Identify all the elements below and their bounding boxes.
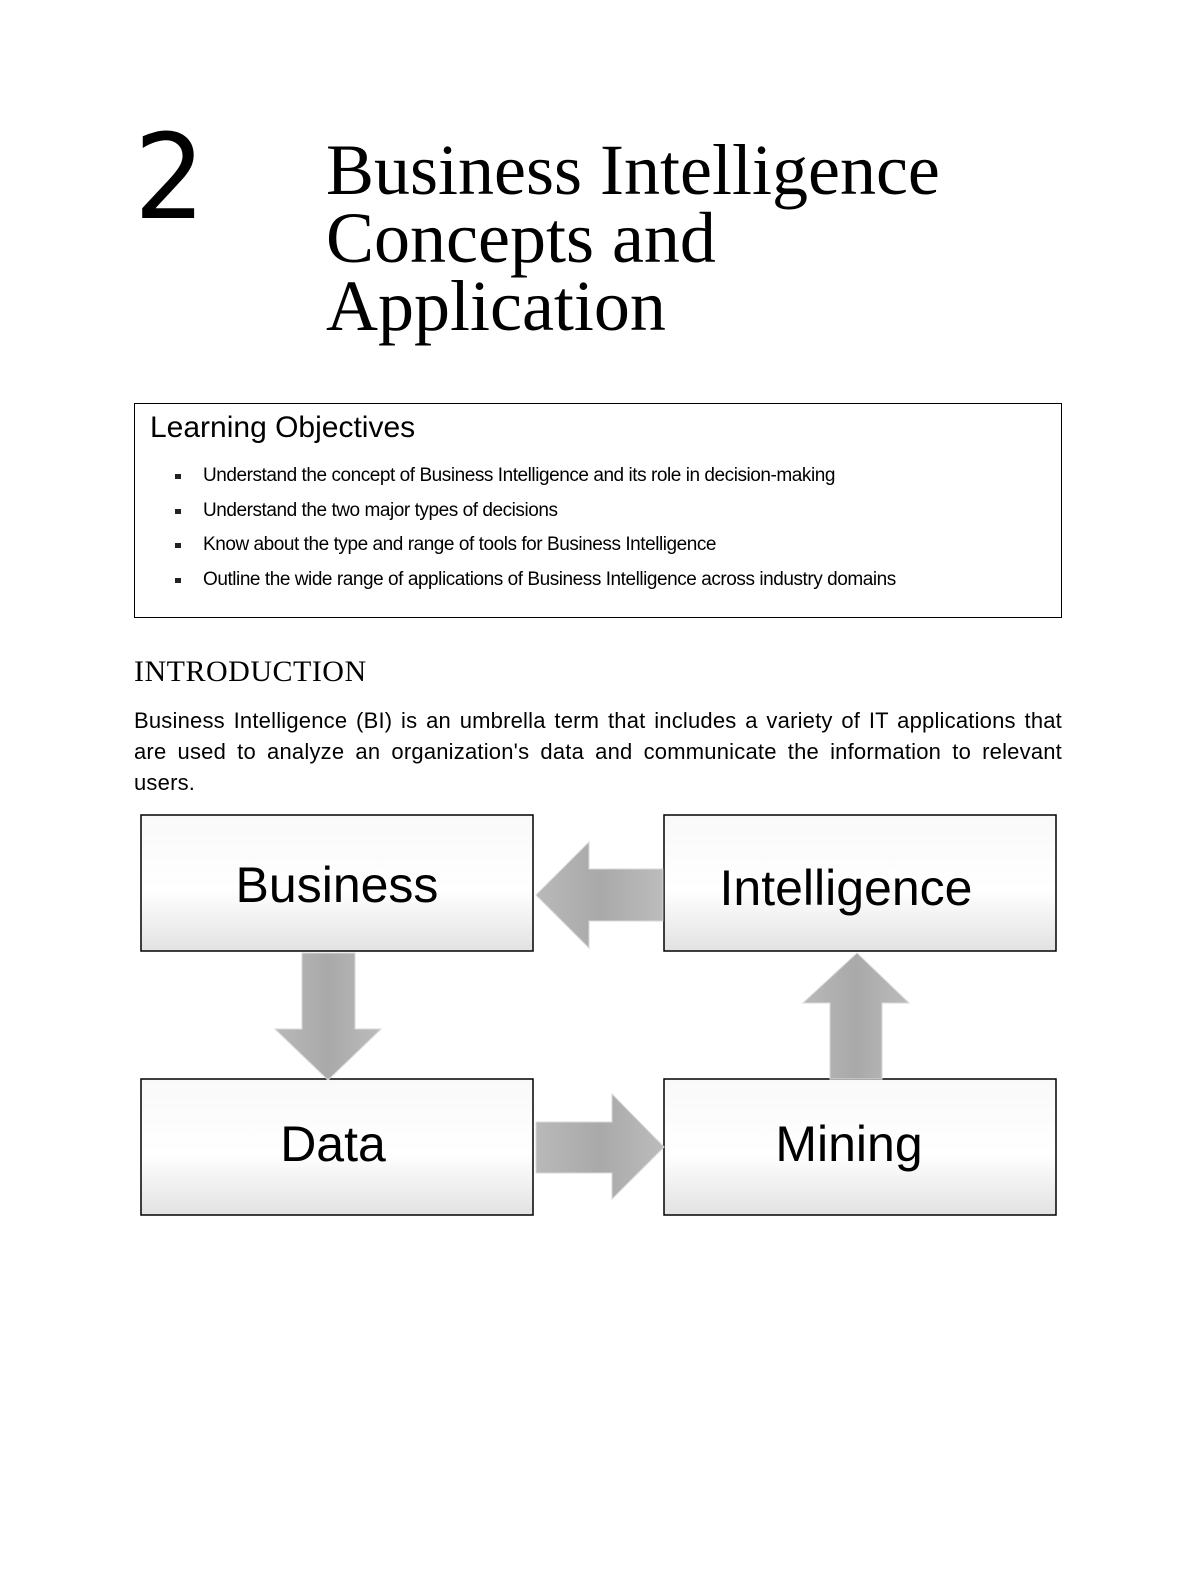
data-box [141, 1079, 533, 1215]
learning-objectives-heading: Learning Objectives [150, 411, 416, 444]
objective-text: Understand the concept of Business Intelligence and its role in decision-making [203, 465, 835, 486]
data-label: Data [280, 1116, 386, 1172]
mining-label: Mining [775, 1116, 923, 1172]
intro-paragraph: Business Intelligence (BI) is an umbrella term that includes a variety of IT applications that are used to analyze an organization's data and communicate the information to relevant users. [134, 708, 1062, 795]
business-box [141, 815, 533, 951]
objective-text: Know about the type and range of tools for Business Intelligence [203, 534, 717, 555]
chapter-title-line: Concepts and [326, 198, 716, 278]
arrow-left-icon [536, 842, 663, 948]
chapter-number: 2 [134, 108, 206, 246]
objective-text: Understand the two major types of decisions [203, 499, 558, 521]
chapter-title-line: Application [326, 266, 666, 346]
objective-text: Outline the wide range of applications of Business Intelligence across industry domains [203, 568, 896, 590]
arrow-right-icon [536, 1094, 664, 1199]
arrow-up-icon [803, 953, 909, 1079]
business-label: Business [235, 857, 439, 913]
mining-box [664, 1079, 1056, 1215]
arrow-down-icon [275, 953, 381, 1080]
section-heading: INTRODUCTION [134, 655, 367, 688]
intelligence-box [664, 815, 1056, 951]
chapter-title-line: Business Intelligence [326, 130, 940, 210]
intelligence-label: Intelligence [719, 860, 973, 916]
